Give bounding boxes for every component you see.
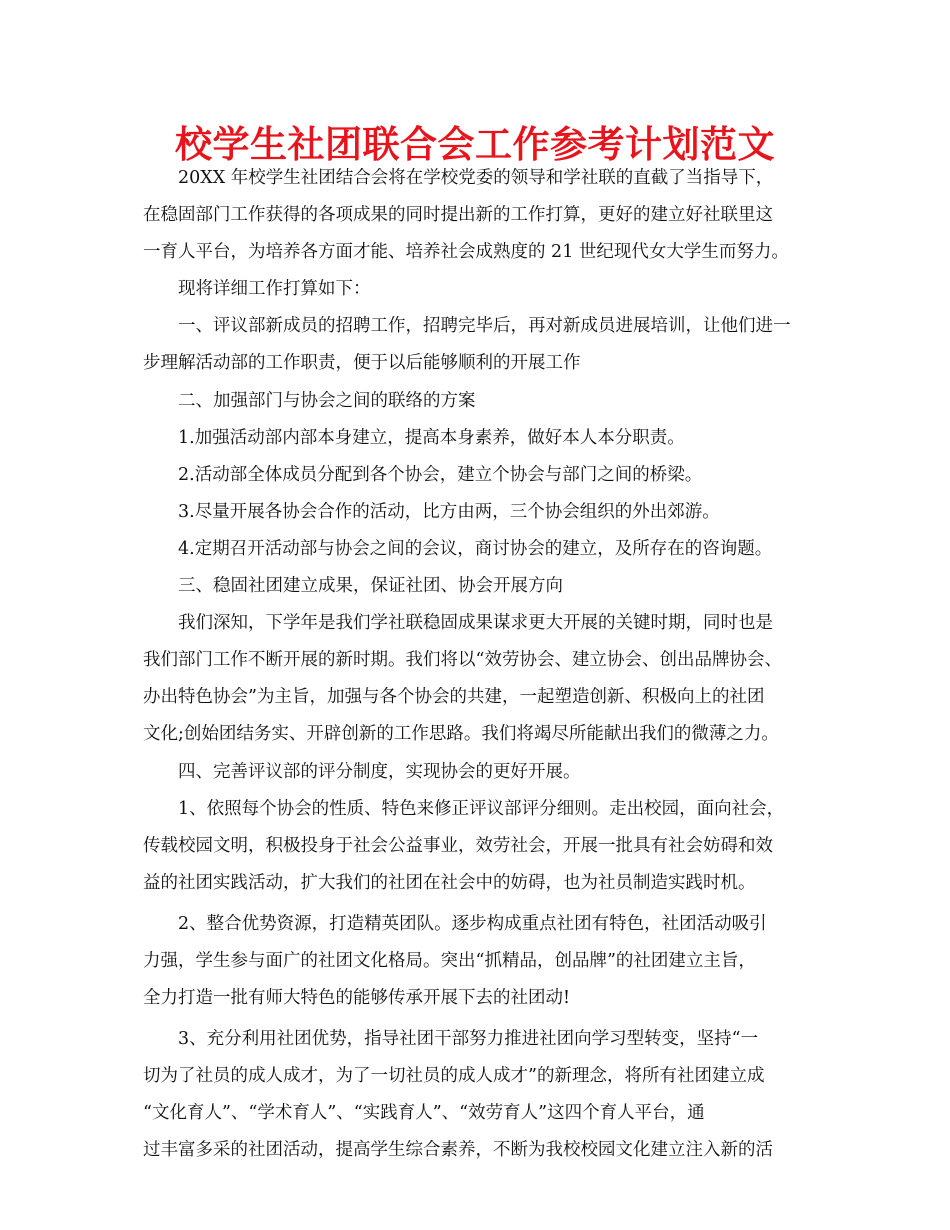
body-text-line: 一、评议部新成员的招聘工作，招聘完毕后，再对新成员进展培训，让他们进一: [143, 316, 791, 337]
body-text-line: 切为了社员的成人成才，为了一切社员的成人成才”的新理念，将所有社团建立成: [143, 1066, 765, 1087]
body-text-line: 现将详细工作打算如下：: [143, 279, 371, 300]
body-text-line: 力强，学生参与面广的社团文化格局。突出“抓精品，创品牌”的社团建立主旨，: [143, 950, 756, 971]
body-text-line: 在稳固部门工作获得的各项成果的同时提出新的工作打算，更好的建立好社联里这: [143, 205, 773, 226]
body-text-line: 2、整合优势资源，打造精英团队。逐步构成重点社团有特色，社团活动吸引: [143, 913, 767, 934]
body-text-line: 1、依照每个协会的性质、特色来修正评议部评分细则。走出校园，面向社会，: [143, 798, 785, 819]
body-text-line: 1.加强活动部内部本身建立，提高本身素养，做好本人本分职责。: [143, 427, 685, 448]
body-text-line: “文化育人”、“学术育人”、“实践育人”、“效劳育人”这四个育人平台，通: [143, 1103, 705, 1124]
body-text-line: 办出特色协会”为主旨，加强与各个协会的共建，一起塑造创新、积极向上的社团: [143, 687, 765, 708]
body-text-line: 20XX 年校学生社团结合会将在学校党委的领导和学社联的直截了当指导下，: [143, 168, 774, 188]
body-text-line: 2.活动部全体成员分配到各个协会，建立个协会与部门之间的桥梁。: [143, 464, 703, 485]
body-text-line: 我们部门工作不断开展的新时期。我们将以“效劳协会、建立协会、创出品牌协会、: [143, 650, 782, 671]
body-text-line: 二、加强部门与协会之间的联络的方案: [143, 390, 476, 411]
body-text-line: 全力打造一批有师大特色的能够传承开展下去的社团动!: [143, 988, 571, 1009]
body-text-line: 益的社团实践活动，扩大我们的社团在社会中的妨碍，也为社员制造实践时机。: [143, 872, 756, 893]
body-text-line: 4.定期召开活动部与协会之间的会议，商讨协会的建立，及所存在的咨询题。: [143, 538, 773, 559]
body-text-line: 三、稳固社团建立成果，保证社团、协会开展方向: [143, 576, 563, 597]
body-text-line: 3.尽量开展各协会合作的活动，比方由两，三个协会组织的外出郊游。: [143, 501, 720, 522]
document-title: 校学生社团联合会工作参考计划范文: [175, 122, 775, 166]
body-text-line: 过丰富多采的社团活动，提高学生综合素养，不断为我校校园文化建立注入新的活: [143, 1140, 773, 1161]
body-text-line: 文化;创始团结务实、开辟创新的工作思路。我们将竭尽所能献出我们的微薄之力。: [143, 724, 779, 745]
document-body: [143, 160, 813, 1170]
body-text-line: 四、完善评议部的评分制度，实现协会的更好开展。: [143, 761, 581, 782]
body-text-line: 步理解活动部的工作职责，便于以后能够顺利的开展工作: [143, 353, 581, 374]
body-text-line: 我们深知，下学年是我们学社联稳固成果谋求更大开展的关键时期，同时也是: [143, 613, 773, 634]
body-text-line: 3、充分利用社团优势，指导社团干部努力推进社团向学习型转变，坚持“一: [143, 1029, 759, 1050]
body-text-line: 传载校园文明，积极投身于社会公益事业，效劳社会，开展一批具有社会妨碍和效: [143, 835, 773, 856]
body-text-line: 一育人平台，为培养各方面才能、培养社会成熟度的 21 世纪现代女大学生而努力。: [143, 242, 789, 263]
